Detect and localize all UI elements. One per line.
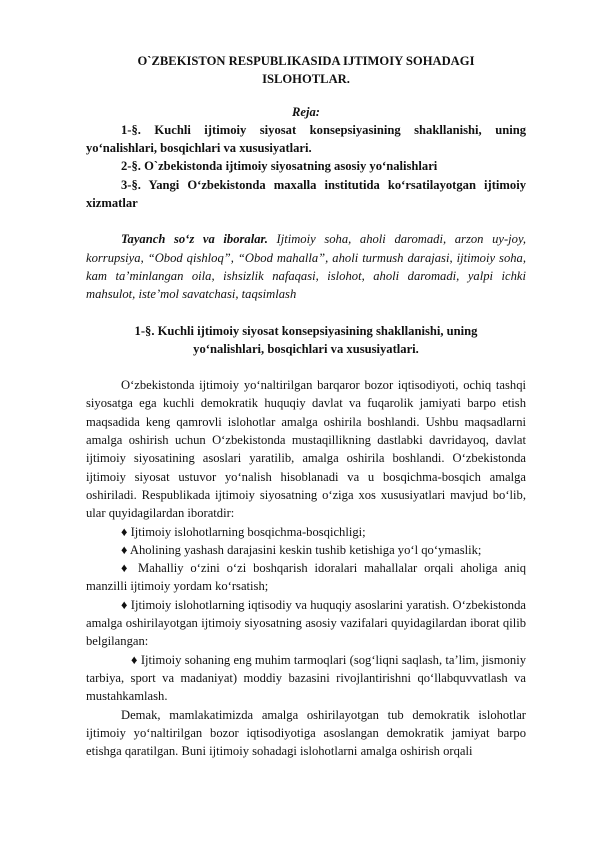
keywords-paragraph: [86, 230, 526, 303]
keywords-label: Tayanch so‘z va iboralar.: [121, 232, 268, 247]
bullet-item-2: ♦ Aholining yashash darajasini keskin tushib ketishiga yo‘l qo‘ymaslik;: [121, 542, 482, 557]
section-1-heading: [86, 322, 526, 359]
plan-item-1: 1-§. Kuchli ijtimoiy siyosat konsepsiyasining shakllanishi, uning yo‘nalishlari, bosqichlari va xususiyatlari.: [86, 122, 526, 156]
document-page: [86, 52, 526, 760]
section-1-heading-line-2: yo‘nalishlari, bosqichlari va xususiyatlari.: [193, 341, 419, 356]
plan-heading: Reja:: [292, 104, 320, 119]
section-1-heading-line-1: 1-§. Kuchli ijtimoiy siyosat konsepsiyasining shakllanishi, uning: [134, 323, 478, 338]
document-title: [86, 52, 526, 89]
bullet-item-1: ♦ Ijtimoiy islohotlarning bosqichma-bosqichligi;: [121, 524, 366, 539]
body-paragraph-2: Demak, mamlakatimizda amalga oshirilayotgan tub demokratik islohotlar ijtimoiy yo‘naltirilgan bozor iqtisodiyotiga asoslangan demokratik jamiyat barpo etishga qaratilgan. Buni ijtimoiy sohadagi islohotlarni amalga oshirish orqali: [86, 707, 526, 759]
plan-item-3: 3-§. Yangi O‘zbekistonda maxalla institutida ko‘rsatilayotgan ijtimoiy xizmatlar: [86, 177, 526, 211]
keywords-text: Ijtimoiy soha, aholi daromadi, arzon uy-joy, korrupsiya, “Obod qishloq”, “Obod mahalla”, aholi turmush darajasi, ijtimoiy soha, kam ta’minlangan oila, ishsizlik nafaqasi, islohot, aholi daromadi, yalpi ichki mahsulot, iste’mol savatchasi, taqsimlash: [86, 232, 526, 302]
title-line-1: O`ZBEKISTON RESPUBLIKASIDA IJTIMOIY SOHADAGI: [137, 54, 475, 68]
bullet-item-3: ♦ Mahalliy o‘zini o‘zi boshqarish idoralari mahallalar orqali aholiga aniq manzilli ijtimoiy yordam ko‘rsatish;: [86, 561, 526, 594]
bullet-item-4: ♦ Ijtimoiy islohotlarning iqtisodiy va huquqiy asoslarini yaratish. O‘zbekistonda amalga oshirilayotgan ijtimoiy siyosatning asosiy vazifalari quyidagilardan iborat qilib belgilangan:: [86, 597, 526, 649]
body-paragraph-1: O‘zbekistonda ijtimoiy yo‘naltirilgan barqaror bozor iqtisodiyoti, ochiq tashqi siyosatga ega kuchli demokratik huquqiy davlat va fuqarolik jamiyati barpo etish maqsadida keng qamrovli islohotlar amalga oshirila boshlandi. Ushbu maqsadlarni amalga oshirish uchun O‘zbekistonda mustaqillikning dastlabki davridayoq, davlat ijtimoiy siyosatining asoslari yaratilib, amalga oshirila boshlandi. O‘zbekistonda ijtimoiy siyosat ustuvor yo‘nalish hisoblanadi va u bosqichma-bosqich amalga oshiriladi. Respublikada ijtimoiy siyosatning o‘ziga xos xususiyatlari mavjud bo‘lib, ular quyidagilardan iboratdir:: [86, 378, 526, 521]
plan-list: [86, 121, 526, 212]
bullet-item-5: ♦ Ijtimoiy sohaning eng muhim tarmoqlari (sog‘liqni saqlash, ta’lim, jismoniy tarbiya, sport va madaniyat) moddiy bazasini rivojlantirishni qo‘llabquvvatlash va mustahkamlash.: [86, 652, 526, 704]
title-line-2: ISLOHOTLAR.: [262, 72, 350, 87]
plan-item-2: 2-§. O`zbekistonda ijtimoiy siyosatning asosiy yo‘nalishlari: [121, 159, 438, 174]
